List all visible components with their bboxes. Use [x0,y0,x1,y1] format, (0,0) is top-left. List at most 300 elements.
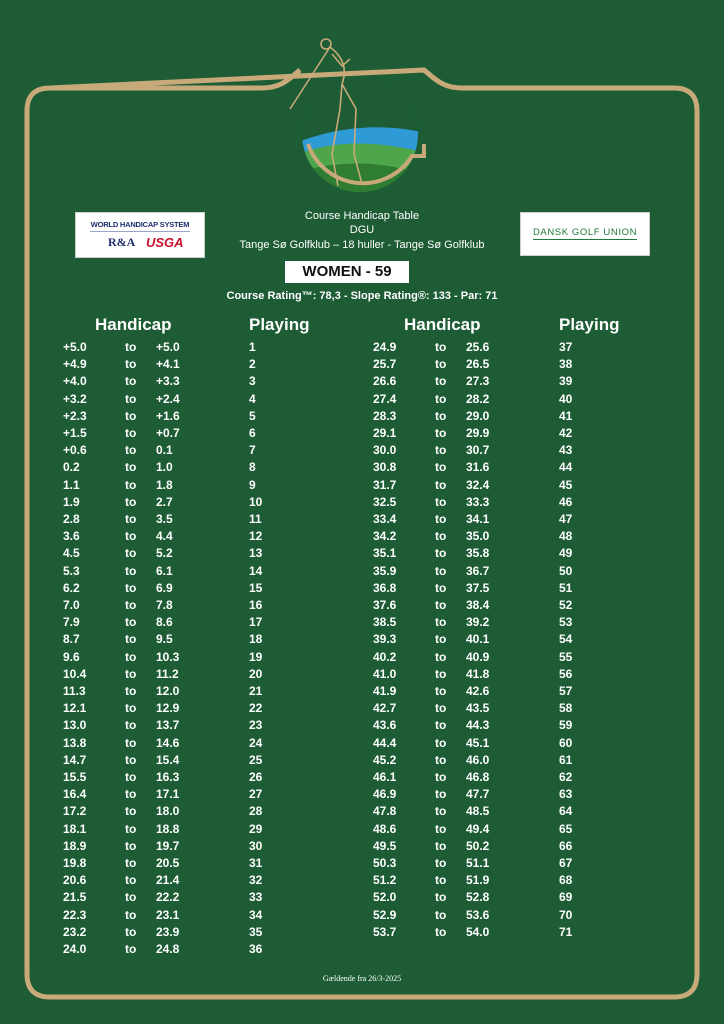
handicap-to: 38.4 [466,598,490,612]
handicap-to: 13.7 [156,718,180,733]
to-label: to [125,821,137,836]
to-label: to [125,512,137,526]
ra-logo-text: R&A [108,235,136,249]
usga-logo-text: USGA [146,235,184,250]
handicap-to: +5.0 [156,340,180,354]
playing-handicap: 17 [249,615,263,630]
playing-handicap: 38 [559,357,573,372]
handicap-from: 6.2 [63,580,80,595]
handicap-from: 0.2 [63,460,80,475]
handicap-to: 39.2 [466,615,490,630]
to-label: to [435,374,447,389]
playing-handicap: 58 [559,701,573,716]
handicap-from: 15.5 [63,770,87,784]
to-label: to [125,632,137,647]
to-label: to [125,494,137,509]
playing-handicap: 47 [559,512,573,526]
handicap-from: 13.8 [63,735,87,750]
handicap-from: 37.6 [373,598,397,612]
to-label: to [125,666,137,681]
handicap-to: 35.8 [466,546,490,561]
to-label: to [125,529,137,544]
handicap-to: 14.6 [156,735,180,750]
dgu-logo-text: DANSK GOLF UNION [532,227,638,238]
tee-label: WOMEN - 59 [285,261,409,283]
handicap-from: 36.8 [373,580,397,595]
handicap-to: 1.0 [156,460,173,475]
to-label: to [435,787,447,802]
to-label: to [435,718,447,733]
handicap-to: 53.6 [466,907,490,922]
to-label: to [125,357,137,372]
handicap-from: 34.2 [373,529,397,544]
handicap-from: 45.2 [373,752,397,767]
handicap-to: 0.1 [156,443,173,458]
handicap-to: 17.1 [156,787,180,802]
playing-handicap: 24 [249,735,263,750]
handicap-to: 26.5 [466,357,490,372]
handicap-to: 47.7 [466,787,490,802]
handicap-from: +5.0 [63,340,87,354]
playing-handicap: 55 [559,649,573,664]
to-label: to [125,649,137,664]
playing-handicap: 25 [249,752,263,767]
handicap-to: 27.3 [466,374,490,389]
handicap-to: 52.8 [466,890,490,905]
playing-handicap: 70 [559,907,573,922]
handicap-to: 23.1 [156,907,180,922]
handicap-to: 1.8 [156,477,173,492]
handicap-from: 13.0 [63,718,87,733]
to-label: to [125,426,137,440]
handicap-to: 24.8 [156,942,180,956]
to-label: to [435,563,447,578]
to-label: to [435,907,447,922]
to-label: to [125,907,137,922]
handicap-from: 23.2 [63,924,87,939]
handicap-from: 1.9 [63,494,80,509]
handicap-to: 6.1 [156,563,173,578]
playing-column-header: Playing [249,315,310,334]
handicap-from: 49.5 [373,838,397,853]
handicap-from: 51.2 [373,873,397,888]
handicap-from: 18.9 [63,838,87,853]
handicap-from: 52.9 [373,907,397,922]
handicap-from: 14.7 [63,752,87,767]
handicap-from: 40.2 [373,649,397,664]
handicap-from: 5.3 [63,563,80,578]
handicap-from: 52.0 [373,890,397,905]
to-label: to [435,408,447,423]
handicap-to: +3.3 [156,374,180,389]
handicap-from: +1.5 [63,426,87,440]
handicap-from: 53.7 [373,924,397,939]
handicap-to: 18.0 [156,804,180,819]
playing-handicap: 20 [249,666,263,681]
handicap-from: 38.5 [373,615,397,630]
handicap-to: 36.7 [466,563,490,578]
handicap-from: +4.0 [63,374,87,389]
playing-handicap: 28 [249,804,263,819]
handicap-from: 32.5 [373,494,397,509]
handicap-from: +4.9 [63,357,87,372]
handicap-from: 39.3 [373,632,397,647]
to-label: to [125,340,137,354]
handicap-from: 24.0 [63,942,87,956]
handicap-to: 46.8 [466,770,490,784]
handicap-to: 46.0 [466,752,490,767]
world-handicap-system-logo [75,212,205,258]
handicap-to: 35.0 [466,529,490,544]
to-label: to [125,735,137,750]
handicap-to: +0.7 [156,426,180,440]
playing-handicap: 16 [249,598,263,612]
playing-handicap: 67 [559,856,573,870]
to-label: to [435,701,447,716]
playing-handicap: 56 [559,666,573,681]
handicap-to: 40.9 [466,649,490,664]
handicap-to: 20.5 [156,856,180,870]
to-label: to [125,752,137,767]
to-label: to [435,821,447,836]
playing-handicap: 23 [249,718,263,733]
to-label: to [435,512,447,526]
handicap-from: 50.3 [373,856,397,870]
handicap-from: 33.4 [373,512,397,526]
to-label: to [435,632,447,647]
handicap-to: 51.1 [466,856,490,870]
playing-handicap: 46 [559,494,573,509]
playing-handicap: 51 [559,580,573,595]
handicap-to: 4.4 [156,529,173,544]
handicap-from: 46.1 [373,770,397,784]
playing-column-header: Playing [559,315,620,334]
playing-handicap: 7 [249,443,256,458]
handicap-from: 41.9 [373,684,397,698]
to-label: to [435,804,447,819]
handicap-column-header: Handicap [404,315,481,334]
handicap-to: 49.4 [466,821,490,836]
handicap-from: 28.3 [373,408,397,423]
playing-handicap: 4 [249,391,256,406]
playing-handicap: 10 [249,494,263,509]
to-label: to [435,357,447,372]
to-label: to [435,856,447,870]
playing-handicap: 54 [559,632,573,647]
dgu-logo-rule [533,239,637,240]
to-label: to [125,787,137,802]
handicap-to: 43.5 [466,701,490,716]
handicap-to: +4.1 [156,357,180,372]
playing-handicap: 71 [559,924,573,939]
to-label: to [125,873,137,888]
handicap-to: 41.8 [466,666,490,681]
playing-handicap: 57 [559,684,573,698]
handicap-from: 1.1 [63,477,80,492]
playing-handicap: 53 [559,615,573,630]
handicap-from: 31.7 [373,477,397,492]
playing-handicap: 21 [249,684,263,698]
dansk-golf-union-logo [520,212,650,256]
handicap-to: 8.6 [156,615,173,630]
handicap-from: 4.5 [63,546,80,561]
handicap-from: 43.6 [373,718,397,733]
handicap-from: +2.3 [63,408,87,423]
handicap-from: 26.6 [373,374,397,389]
handicap-from: 30.8 [373,460,397,475]
to-label: to [435,598,447,612]
playing-handicap: 66 [559,838,573,853]
playing-handicap: 48 [559,529,573,544]
playing-handicap: 34 [249,907,263,922]
playing-handicap: 61 [559,752,573,767]
handicap-to: 22.2 [156,890,180,905]
handicap-to: 19.7 [156,838,180,853]
handicap-from: 44.4 [373,735,397,750]
handicap-to: 25.6 [466,340,490,354]
whs-logo-title: WORLD HANDICAP SYSTEM [90,220,190,229]
to-label: to [125,701,137,716]
handicap-from: 25.7 [373,357,397,372]
handicap-from: 24.9 [373,340,397,354]
playing-handicap: 63 [559,787,573,802]
club-line: Tange Sø Golfklub – 18 huller - Tange Sø Golfklub [239,239,485,251]
handicap-to: 32.4 [466,477,490,492]
playing-handicap: 27 [249,787,263,802]
handicap-to: 18.8 [156,821,180,836]
playing-handicap: 29 [249,821,263,836]
handicap-from: 46.9 [373,787,397,802]
handicap-to: 40.1 [466,632,490,647]
to-label: to [435,391,447,406]
to-label: to [125,615,137,630]
handicap-from: +0.6 [63,443,87,458]
handicap-to: 51.9 [466,873,490,888]
handicap-to: +2.4 [156,391,180,406]
to-label: to [435,735,447,750]
handicap-to: 29.9 [466,426,490,440]
to-label: to [435,443,447,458]
to-label: to [125,856,137,870]
to-label: to [435,580,447,595]
to-label: to [435,529,447,544]
handicap-from: 16.4 [63,787,87,802]
playing-handicap: 50 [559,563,573,578]
handicap-to: 45.1 [466,735,490,750]
handicap-to: 3.5 [156,512,173,526]
handicap-from: 3.6 [63,529,80,544]
handicap-from: 19.8 [63,856,87,870]
handicap-to: 16.3 [156,770,180,784]
handicap-to: 28.2 [466,391,490,406]
handicap-to: 31.6 [466,460,490,475]
playing-handicap: 40 [559,391,573,406]
handicap-to: 2.7 [156,494,173,509]
to-label: to [435,752,447,767]
handicap-from: 35.9 [373,563,397,578]
to-label: to [125,460,137,475]
handicap-from: 12.1 [63,701,87,716]
table-title: Course Handicap Table [304,210,420,222]
to-label: to [125,408,137,423]
handicap-from: 8.7 [63,632,80,647]
playing-handicap: 36 [249,942,263,956]
to-label: to [435,924,447,939]
to-label: to [125,924,137,939]
playing-handicap: 3 [249,374,256,389]
playing-handicap: 31 [249,856,263,870]
rating-line: Course Rating™: 78,3 - Slope Rating®: 133 - Par: 71 [226,290,498,302]
to-label: to [125,942,137,956]
playing-handicap: 33 [249,890,263,905]
playing-handicap: 65 [559,821,573,836]
playing-handicap: 12 [249,529,263,544]
handicap-from: 29.1 [373,426,397,440]
valid-from-footer: Gældende fra 26/3-2025 [322,974,402,983]
to-label: to [125,598,137,612]
playing-handicap: 39 [559,374,573,389]
playing-handicap: 1 [249,340,256,354]
handicap-from: 10.4 [63,666,87,681]
playing-handicap: 2 [249,357,256,372]
handicap-to: 30.7 [466,443,490,458]
handicap-from: 30.0 [373,443,397,458]
playing-handicap: 26 [249,770,263,784]
playing-handicap: 45 [559,477,573,492]
playing-handicap: 35 [249,924,263,939]
to-label: to [435,477,447,492]
handicap-from: 2.8 [63,512,80,526]
to-label: to [435,340,447,354]
playing-handicap: 42 [559,426,573,440]
handicap-to: 5.2 [156,546,173,561]
handicap-to: 29.0 [466,408,490,423]
handicap-from: 41.0 [373,666,397,681]
to-label: to [125,374,137,389]
handicap-from: 21.5 [63,890,87,905]
to-label: to [435,426,447,440]
playing-handicap: 32 [249,873,263,888]
playing-handicap: 52 [559,598,573,612]
handicap-to: 12.0 [156,684,180,698]
playing-handicap: 22 [249,701,263,716]
to-label: to [125,580,137,595]
playing-handicap: 13 [249,546,263,561]
handicap-from: 20.6 [63,873,87,888]
handicap-from: 9.6 [63,649,80,664]
playing-handicap: 64 [559,804,573,819]
to-label: to [125,684,137,698]
handicap-to: 7.8 [156,598,173,612]
handicap-from: 48.6 [373,821,397,836]
playing-handicap: 41 [559,408,573,423]
playing-handicap: 8 [249,460,256,475]
to-label: to [435,838,447,853]
to-label: to [125,443,137,458]
handicap-to: 42.6 [466,684,490,698]
handicap-to: 6.9 [156,580,173,595]
playing-handicap: 60 [559,735,573,750]
handicap-from: 18.1 [63,821,87,836]
playing-handicap: 44 [559,460,573,475]
playing-handicap: 11 [249,512,262,526]
handicap-to: 33.3 [466,494,490,509]
to-label: to [125,718,137,733]
handicap-to: 37.5 [466,580,490,595]
handicap-from: 35.1 [373,546,397,561]
handicap-to: 50.2 [466,838,490,853]
handicap-to: 23.9 [156,924,180,939]
handicap-to: 10.3 [156,649,180,664]
to-label: to [125,563,137,578]
playing-handicap: 59 [559,718,573,733]
to-label: to [125,391,137,406]
to-label: to [435,666,447,681]
handicap-from: 17.2 [63,804,87,819]
to-label: to [435,684,447,698]
to-label: to [435,649,447,664]
playing-handicap: 19 [249,649,263,664]
to-label: to [125,477,137,492]
handicap-from: 7.9 [63,615,80,630]
handicap-to: 11.2 [156,666,179,681]
to-label: to [435,460,447,475]
whs-logo-rule [90,231,190,232]
to-label: to [435,873,447,888]
handicap-column-header: Handicap [95,315,172,334]
handicap-from: 47.8 [373,804,397,819]
handicap-from: 27.4 [373,391,397,406]
playing-handicap: 18 [249,632,263,647]
handicap-to: 44.3 [466,718,490,733]
playing-handicap: 69 [559,890,573,905]
playing-handicap: 62 [559,770,573,784]
to-label: to [125,546,137,561]
handicap-from: +3.2 [63,391,87,406]
to-label: to [125,804,137,819]
golfer-emblem-icon [270,14,450,214]
to-label: to [125,838,137,853]
to-label: to [435,615,447,630]
handicap-from: 42.7 [373,701,397,716]
to-label: to [125,890,137,905]
handicap-from: 22.3 [63,907,87,922]
playing-handicap: 37 [559,340,573,354]
playing-handicap: 15 [249,580,263,595]
handicap-from: 11.3 [63,684,86,698]
to-label: to [435,546,447,561]
playing-handicap: 49 [559,546,573,561]
handicap-to: 48.5 [466,804,490,819]
playing-handicap: 5 [249,408,256,423]
handicap-to: 9.5 [156,632,173,647]
playing-handicap: 30 [249,838,263,853]
playing-handicap: 43 [559,443,573,458]
playing-handicap: 14 [249,563,263,578]
playing-handicap: 9 [249,477,256,492]
to-label: to [435,770,447,784]
organisation-name: DGU [349,224,375,236]
handicap-to: 21.4 [156,873,180,888]
to-label: to [435,494,447,509]
to-label: to [125,770,137,784]
to-label: to [435,890,447,905]
playing-handicap: 68 [559,873,573,888]
handicap-to: 15.4 [156,752,180,767]
handicap-to: 54.0 [466,924,490,939]
handicap-from: 7.0 [63,598,80,612]
handicap-to: 34.1 [466,512,490,526]
